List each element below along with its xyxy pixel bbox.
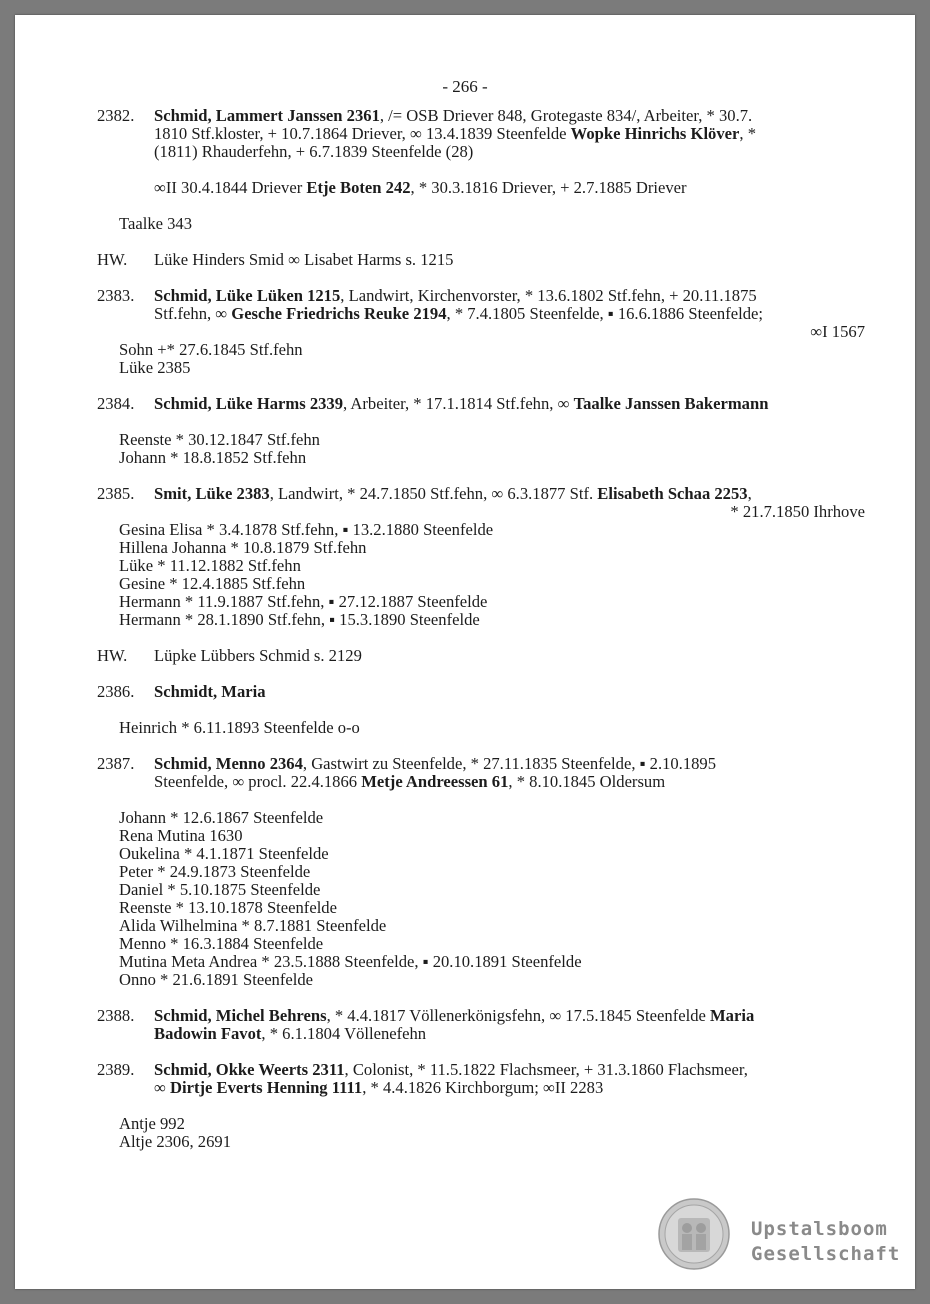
person-name: Schmid, Lüke Harms 2339 xyxy=(154,394,344,413)
seal-icon xyxy=(658,1198,730,1270)
spouse-name: Metje Andreessen 61 xyxy=(361,772,509,791)
child: Alida Wilhelmina * 8.7.1881 Steenfelde xyxy=(119,916,387,935)
entry-text: , * 4.4.1817 Völlenerkönigsfehn, ∞ 17.5.1845 Steenfelde xyxy=(326,1006,711,1025)
cross-reference: ∞I 1567 xyxy=(810,322,865,341)
child: Johann * 18.8.1852 Stf.fehn xyxy=(119,448,307,467)
spouse-birth: * 21.7.1850 Ihrhove xyxy=(730,502,865,521)
entry-2386 xyxy=(97,683,865,701)
entry-text: , Gastwirt zu Steenfelde, * 27.11.1835 Steenfelde, ▪ 2.10.1895 xyxy=(302,754,717,773)
watermark-line: Gesellschaft xyxy=(751,1243,901,1265)
entry-number: 2386. xyxy=(97,682,135,701)
person-name: Schmid, Lüke Lüken 1215 xyxy=(154,286,341,305)
children-list xyxy=(97,719,865,737)
entry-2382 xyxy=(97,107,865,161)
marriage-text: ∞II 30.4.1844 Driever xyxy=(154,178,307,197)
entry-2383 xyxy=(97,287,865,341)
children-list xyxy=(97,215,865,233)
spouse-name: Wopke Hinrichs Klöver xyxy=(570,124,740,143)
entry-number: 2389. xyxy=(97,1060,135,1079)
children-list xyxy=(97,341,865,377)
person-name: Schmid, Okke Weerts 2311 xyxy=(154,1060,345,1079)
spouse-name: Gesche Friedrichs Reuke 2194 xyxy=(231,304,447,323)
children-list xyxy=(97,431,865,467)
child: Mutina Meta Andrea * 23.5.1888 Steenfelde, ▪ 20.10.1891 Steenfelde xyxy=(119,952,582,971)
entry-text: Stf.fehn, ∞ xyxy=(154,304,232,323)
entry-text: , Landwirt, Kirchenvorster, * 13.6.1802 Stf.fehn, + 20.11.1875 xyxy=(340,286,757,305)
person-name: Schmidt, Maria xyxy=(154,682,266,701)
spouse-name: Elisabeth Schaa 2253 xyxy=(597,484,748,503)
person-name: Schmid, Michel Behrens xyxy=(154,1006,327,1025)
spouse-name: Taalke Janssen Bakermann xyxy=(573,394,769,413)
entry-2385 xyxy=(97,485,865,521)
child: Reenste * 30.12.1847 Stf.fehn xyxy=(119,430,320,449)
spouse-name: Etje Boten 242 xyxy=(306,178,411,197)
children-list xyxy=(97,521,865,629)
person-name: Smit, Lüke 2383 xyxy=(154,484,270,503)
child: Peter * 24.9.1873 Steenfelde xyxy=(119,862,311,881)
hw-entry xyxy=(97,647,865,665)
spouse-name: Badowin Favot xyxy=(154,1024,262,1043)
child: Hermann * 28.1.1890 Stf.fehn, ▪ 15.3.1890 Steenfelde xyxy=(119,610,480,629)
entry-text: 1810 Stf.kloster, + 10.7.1864 Driever, ∞ 13.4.1839 Steenfelde xyxy=(154,124,571,143)
entry-number: HW. xyxy=(97,646,128,665)
spouse-name: Dirtje Everts Henning 1111 xyxy=(169,1078,363,1097)
entry-number: HW. xyxy=(97,250,128,269)
page-number: - 266 - xyxy=(442,77,488,96)
register-entries xyxy=(97,107,865,1151)
child: Menno * 16.3.1884 Steenfelde xyxy=(119,934,324,953)
child: Altje 2306, 2691 xyxy=(119,1132,231,1151)
child: Antje 992 xyxy=(119,1114,185,1133)
entry-number: 2385. xyxy=(97,484,135,503)
entry-text: , /= OSB Driever 848, Grotegaste 834/, Arbeiter, * 30.7. xyxy=(379,106,753,125)
entry-text: , Arbeiter, * 17.1.1814 Stf.fehn, ∞ xyxy=(343,394,574,413)
entry-text: (1811) Rhauderfehn, + 6.7.1839 Steenfelde (28) xyxy=(154,142,474,161)
child: Lüke 2385 xyxy=(119,358,191,377)
entry-number: 2388. xyxy=(97,1006,135,1025)
entry-text: , * xyxy=(739,124,756,143)
children-list xyxy=(97,809,865,989)
entry-number: 2382. xyxy=(97,106,135,125)
entry-number: 2387. xyxy=(97,754,135,773)
child: Gesine * 12.4.1885 Stf.fehn xyxy=(119,574,306,593)
entry-text: Lüke Hinders Smid ∞ Lisabet Harms s. 1215 xyxy=(154,250,454,269)
person-name: Schmid, Menno 2364 xyxy=(154,754,303,773)
entry-text: , * 4.4.1826 Kirchborgum; ∞II 2283 xyxy=(362,1078,604,1097)
person-name: Schmid, Lammert Janssen 2361 xyxy=(154,106,380,125)
entry-2389 xyxy=(97,1061,865,1097)
marriage-text: , * 30.3.1816 Driever, + 2.7.1885 Driever xyxy=(410,178,687,197)
children-list xyxy=(97,1115,865,1151)
child: Rena Mutina 1630 xyxy=(119,826,243,845)
child: Oukelina * 4.1.1871 Steenfelde xyxy=(119,844,329,863)
child: Heinrich * 6.11.1893 Steenfelde o-o xyxy=(119,718,360,737)
entry-text: , * 6.1.1804 Völlenefehn xyxy=(261,1024,427,1043)
child: Sohn +* 27.6.1845 Stf.fehn xyxy=(119,340,303,359)
spouse-name: Maria xyxy=(710,1006,755,1025)
entry-2384 xyxy=(97,395,865,413)
watermark-line: Upstalsboom xyxy=(751,1218,888,1240)
entry-text: , Landwirt, * 24.7.1850 Stf.fehn, ∞ 6.3.1877 Stf. xyxy=(269,484,598,503)
child: Taalke 343 xyxy=(119,214,193,233)
entry-2387 xyxy=(97,755,865,791)
entry-text: , * 8.10.1845 Oldersum xyxy=(508,772,666,791)
entry-text: , Colonist, * 11.5.1822 Flachsmeer, + 31.3.1860 Flachsmeer, xyxy=(344,1060,748,1079)
entry-number: 2384. xyxy=(97,394,135,413)
child: Onno * 21.6.1891 Steenfelde xyxy=(119,970,314,989)
child: Reenste * 13.10.1878 Steenfelde xyxy=(119,898,337,917)
child: Gesina Elisa * 3.4.1878 Stf.fehn, ▪ 13.2.1880 Steenfelde xyxy=(119,520,494,539)
entry-text: Lüpke Lübbers Schmid s. 2129 xyxy=(154,646,362,665)
child: Johann * 12.6.1867 Steenfelde xyxy=(119,808,324,827)
entry-text: Steenfelde, ∞ procl. 22.4.1866 xyxy=(154,772,362,791)
entry-text: , xyxy=(747,484,752,503)
watermark-brand xyxy=(751,1217,900,1267)
entry-text: , * 7.4.1805 Steenfelde, ▪ 16.6.1886 Steenfelde; xyxy=(446,304,764,323)
child: Lüke * 11.12.1882 Stf.fehn xyxy=(119,556,301,575)
child: Daniel * 5.10.1875 Steenfelde xyxy=(119,880,321,899)
child: Hermann * 11.9.1887 Stf.fehn, ▪ 27.12.1887 Steenfelde xyxy=(119,592,488,611)
entry-2382-marriage2 xyxy=(97,179,865,197)
child: Hillena Johanna * 10.8.1879 Stf.fehn xyxy=(119,538,367,557)
entry-text: ∞ xyxy=(154,1078,170,1097)
hw-entry xyxy=(97,251,865,269)
document-page xyxy=(15,15,915,1289)
entry-2388 xyxy=(97,1007,865,1043)
entry-number: 2383. xyxy=(97,286,135,305)
